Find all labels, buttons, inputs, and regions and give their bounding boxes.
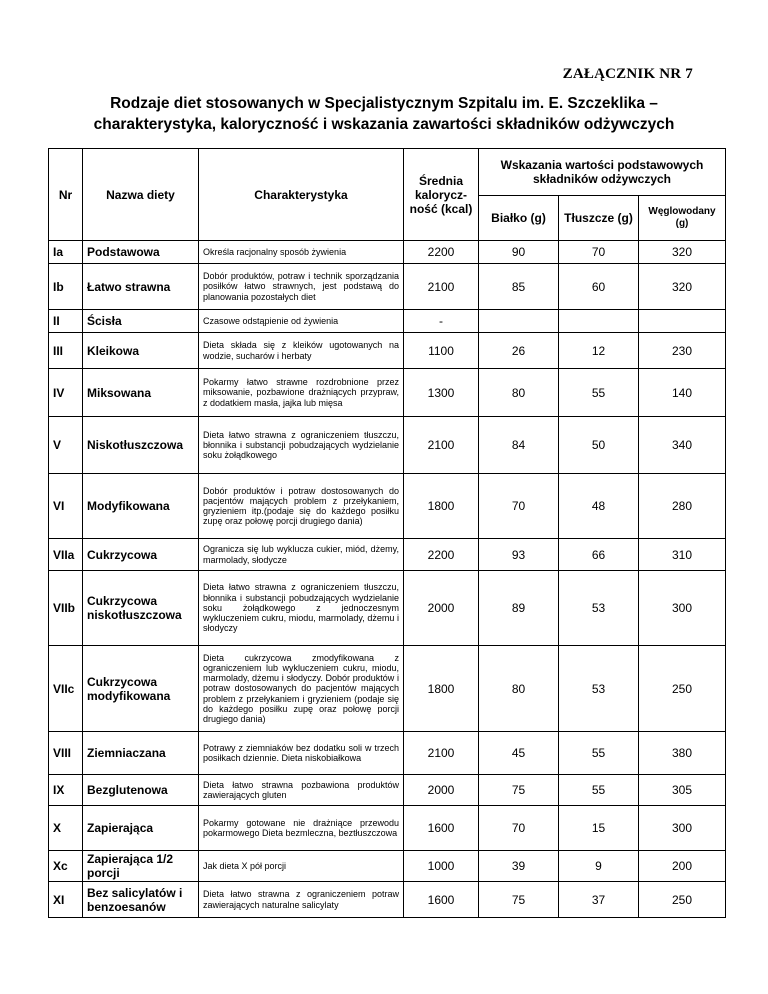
diet-row [49,882,726,918]
diet-row [49,333,726,369]
diet-row [49,806,726,851]
diet-protein [479,310,559,333]
attachment-label: ZAŁĄCZNIK NR 7 [562,66,693,82]
diet-carbs: 320 [639,264,726,310]
diet-number: VIIb [49,571,83,646]
diet-characteristics: Dieta łatwo strawna z ograniczeniem potraw zawierających naturalne salicylaty [199,882,404,918]
diet-row [49,571,726,646]
header-characteristics: Charakterystyka [199,149,404,241]
diet-calories: 1800 [404,474,479,539]
diet-number: II [49,310,83,333]
diet-protein: 70 [479,474,559,539]
table-header [49,149,726,241]
diet-calories: 1100 [404,333,479,369]
diet-number: Ib [49,264,83,310]
diet-fat: 15 [559,806,639,851]
diet-calories: 1600 [404,806,479,851]
diet-characteristics: Dieta łatwo strawna z ograniczeniem tłuszczu, błonnika i substancji pobudzających wydzielanie soku żołądkowego z jednoczesnym wykluczeniem cukru, miodu, marmolady, dżemu i słodyczy [199,571,404,646]
diet-carbs: 380 [639,732,726,775]
diet-characteristics: Dieta łatwo strawna z ograniczeniem tłuszczu, błonnika i substancji pobudzających wydzielanie soku żołądkowego [199,417,404,474]
diet-characteristics: Dieta składa się z kleików ugotowanych na wodzie, sucharów i herbaty [199,333,404,369]
diet-name: Podstawowa [83,241,199,264]
diet-carbs: 310 [639,539,726,571]
diet-name: Łatwo strawna [83,264,199,310]
diet-protein: 80 [479,369,559,417]
header-name: Nazwa diety [83,149,199,241]
diet-name: Cukrzycowa modyfikowana [83,646,199,732]
diet-row [49,732,726,775]
diet-calories: 1000 [404,851,479,882]
diet-calories: 2100 [404,264,479,310]
diet-calories: - [404,310,479,333]
header-fat: Tłuszcze (g) [559,196,639,241]
diet-protein: 85 [479,264,559,310]
title-line-1: Rodzaje diet stosowanych w Specjalistycznym Szpitalu im. E. Szczeklika – [110,95,658,112]
diet-protein: 93 [479,539,559,571]
diet-protein: 75 [479,775,559,806]
header-nutrients-group: Wskazania wartości podstawowych składników odżywczych [479,149,726,196]
diet-fat: 53 [559,571,639,646]
diet-characteristics: Potrawy z ziemniaków bez dodatku soli w trzech posiłkach dziennie. Dieta niskobiałkowa [199,732,404,775]
table-body [49,241,726,918]
diet-protein: 70 [479,806,559,851]
header-carbs: Węglowodany (g) [639,196,726,241]
diet-characteristics: Dieta łatwo strawna pozbawiona produktów zawierających gluten [199,775,404,806]
diet-number: Ia [49,241,83,264]
diet-name: Modyfikowana [83,474,199,539]
header-nr: Nr [49,149,83,241]
diet-carbs: 305 [639,775,726,806]
diet-number: VI [49,474,83,539]
diet-carbs: 280 [639,474,726,539]
diet-characteristics: Pokarmy łatwo strawne rozdrobnione przez miksowanie, pozbawione drażniących przypraw, z dodatkiem masła, jajka lub mięsa [199,369,404,417]
diet-name: Cukrzycowa niskotłuszczowa [83,571,199,646]
diet-number: IX [49,775,83,806]
diet-carbs: 250 [639,882,726,918]
diet-number: X [49,806,83,851]
diet-characteristics: Dieta cukrzycowa zmodyfikowana z ograniczeniem lub wykluczeniem cukru, miodu, marmolady, dżemu i słodyczy. Dobór produktów i potraw dostosowanych do pacjentów mających problem z przełykaniem i gryzieniem (podaje się do każdego posiłku zupę oraz połowę porcji drugiego dania) [199,646,404,732]
diet-row [49,775,726,806]
diet-characteristics: Dobór produktów i potraw dostosowanych do pacjentów mających problem z przełykaniem, gryzieniem itp.(podaje się do każdego posiłku zupę oraz połowę porcji drugiego dania) [199,474,404,539]
diet-number: IV [49,369,83,417]
diet-name: Niskotłuszczowa [83,417,199,474]
diet-characteristics: Czasowe odstąpienie od żywienia [199,310,404,333]
diet-fat [559,310,639,333]
diet-number: VIIc [49,646,83,732]
header-calories: Średnia kalorycz-ność (kcal) [404,149,479,241]
diet-fat: 70 [559,241,639,264]
diet-name: Ziemniaczana [83,732,199,775]
diet-calories: 1300 [404,369,479,417]
diet-row [49,851,726,882]
title-line-2: charakterystyka, kaloryczność i wskazania zawartości składników odżywczych [93,116,675,133]
diet-calories: 2000 [404,775,479,806]
document-title [40,93,728,135]
diet-protein: 45 [479,732,559,775]
diet-characteristics: Ogranicza się lub wyklucza cukier, miód, dżemy, marmolady, słodycze [199,539,404,571]
diet-name: Kleikowa [83,333,199,369]
diet-calories: 2000 [404,571,479,646]
diet-row [49,369,726,417]
diet-fat: 55 [559,369,639,417]
diet-number: III [49,333,83,369]
diet-fat: 66 [559,539,639,571]
diet-carbs: 230 [639,333,726,369]
diet-carbs: 340 [639,417,726,474]
diet-protein: 39 [479,851,559,882]
diet-protein: 84 [479,417,559,474]
diet-number: V [49,417,83,474]
diet-name: Ścisła [83,310,199,333]
diet-number: XI [49,882,83,918]
diet-row [49,264,726,310]
diet-carbs: 200 [639,851,726,882]
diet-row [49,646,726,732]
diet-protein: 89 [479,571,559,646]
diet-fat: 53 [559,646,639,732]
diet-characteristics: Jak dieta X pół porcji [199,851,404,882]
diet-characteristics: Pokarmy gotowane nie drażniące przewodu pokarmowego Dieta bezmleczna, beztłuszczowa [199,806,404,851]
diet-name: Cukrzycowa [83,539,199,571]
diet-row [49,539,726,571]
diet-name: Zapierająca 1/2 porcji [83,851,199,882]
diet-fat: 55 [559,732,639,775]
diet-characteristics: Dobór produktów, potraw i technik sporządzania posiłków łatwo strawnych, jest podstawą do planowania pozostałych diet [199,264,404,310]
diet-characteristics: Określa racjonalny sposób żywienia [199,241,404,264]
diet-fat: 60 [559,264,639,310]
diet-calories: 2100 [404,417,479,474]
diet-row [49,417,726,474]
diet-fat: 37 [559,882,639,918]
header-protein: Białko (g) [479,196,559,241]
diet-carbs: 300 [639,806,726,851]
diet-table [48,148,726,918]
diet-calories: 2200 [404,241,479,264]
diet-carbs [639,310,726,333]
diet-fat: 48 [559,474,639,539]
diet-name: Zapierająca [83,806,199,851]
diet-fat: 12 [559,333,639,369]
diet-protein: 90 [479,241,559,264]
diet-calories: 1600 [404,882,479,918]
diet-protein: 80 [479,646,559,732]
diet-row [49,310,726,333]
diet-carbs: 320 [639,241,726,264]
diet-carbs: 300 [639,571,726,646]
diet-row [49,474,726,539]
diet-number: Xc [49,851,83,882]
diet-calories: 2200 [404,539,479,571]
diet-name: Bezglutenowa [83,775,199,806]
diet-calories: 1800 [404,646,479,732]
diet-protein: 26 [479,333,559,369]
diet-name: Bez salicylatów i benzoesanów [83,882,199,918]
diet-fat: 9 [559,851,639,882]
diet-number: VIII [49,732,83,775]
diet-carbs: 250 [639,646,726,732]
diet-name: Miksowana [83,369,199,417]
diet-calories: 2100 [404,732,479,775]
diet-fat: 55 [559,775,639,806]
diet-fat: 50 [559,417,639,474]
diet-number: VIIa [49,539,83,571]
diet-carbs: 140 [639,369,726,417]
diet-protein: 75 [479,882,559,918]
diet-row [49,241,726,264]
